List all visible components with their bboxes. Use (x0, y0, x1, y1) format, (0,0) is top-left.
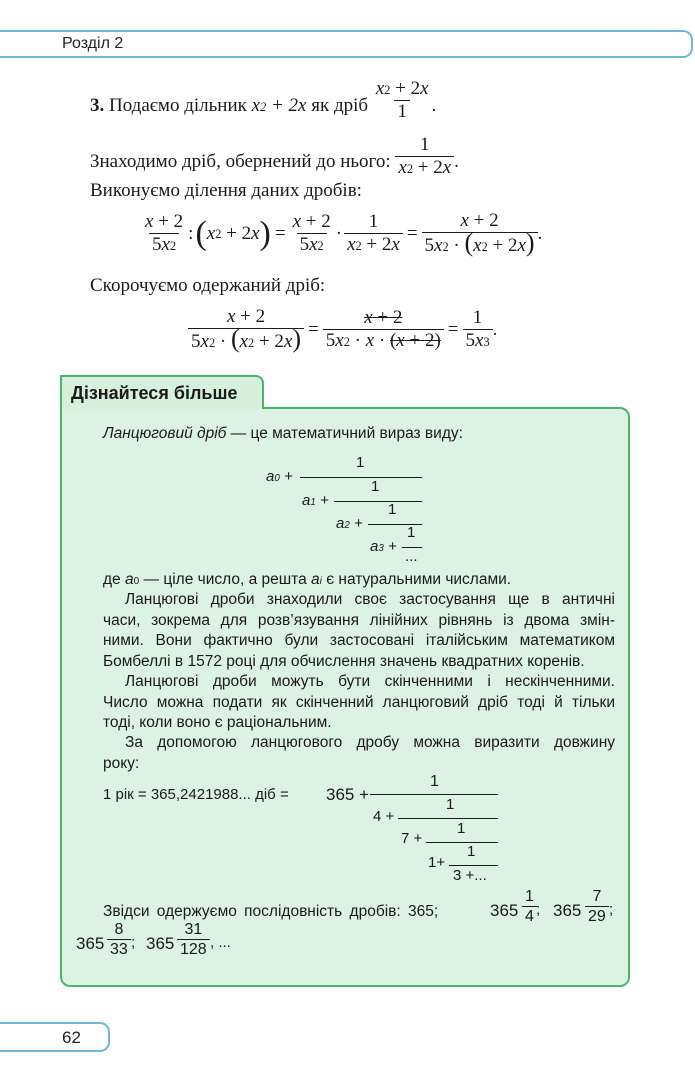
division-text: Виконуємо ділення даних дробів: (90, 180, 362, 201)
definition-explanation: де $a_0$ — ціле число, а решта $a_i$ є натуральними числами. (103, 571, 512, 588)
section-label: Розділ 2 (62, 35, 124, 52)
fraction-divisor: $\frac{x^2 + 2x}{1}$ (375, 78, 429, 122)
section-header (0, 30, 695, 60)
division-formula: $\frac{x + 2}{5x^2}$ : ( x 2 + 2 x ) = $\frac{x + 2}{5x^2}$ · $\frac{1}{x^2 + 2x}$ = $\frac{x + 2}{5x^2 \cdot (x^2 + 2x)}$ . (145, 210, 543, 257)
simplify-text: Скорочуємо одержаний дріб: (90, 275, 326, 296)
history-paragraph: Ланцюгові дроби знаходили своє застосування ще в античні часи, зокрема для розв’язування лінійних рівнянь із двома змін- ними. Вони фактично були застосовані італійським математиком Бомбеллі в 1572 році для обчислення значень квадратних коренів. (103, 591, 615, 670)
sequence-text: Звідси одержуємо послідовність дробів: 365; (103, 903, 439, 920)
page-number-tab (0, 1022, 110, 1052)
step3-as: як дріб (311, 95, 369, 117)
step3-expr: $x^2 + 2x$ (251, 95, 307, 117)
simplify-formula: $\frac{x + 2}{5x^2 \cdot (x^2 + 2x)}$ = $\frac{x + 2}{5x^2 \cdot x \cdot (x + 2)}$ = $\frac{1}{5x^3}$ . (188, 306, 497, 354)
step3-line: 3. Подаємо дільник $x^2 + 2x$ як дріб $\frac{x^2 + 2x}{1}$ . (90, 78, 437, 122)
year-text: 1 рік = 365,2421988... діб = (103, 786, 289, 803)
definition-rest: — це математичний вираз виду: (226, 425, 463, 442)
sequence-fraction-1: $\frac{1}{4}$ (522, 888, 537, 927)
definition-term: Ланцюговий дріб (103, 425, 227, 442)
page-number: 62 (62, 1028, 81, 1047)
year-length-paragraph: За допомогою ланцюгового дробу можна виразити довжину року: (103, 734, 615, 772)
definition-paragraph (103, 424, 615, 445)
step3-number: 3. (90, 95, 105, 117)
learn-more-tab (60, 375, 264, 409)
learn-more-title: Дізнайтеся більше (71, 383, 238, 403)
step3-text: Подаємо дільник (109, 95, 247, 117)
finite-infinite-paragraph: Ланцюгові дроби можуть бути скінченними і нескінченними. Число можна подати як скінченний ланцюговий дріб тоді й тільки тоді, коли воно є раціональним. (103, 673, 615, 731)
find-inverse-line: Знаходимо дріб, обернений до нього: $\frac{1}{x^2 + 2x}$ . (90, 134, 459, 178)
inverse-fraction: $\frac{1}{x^2 + 2x}$ (395, 134, 454, 180)
sequence-fraction-2: $\frac{7}{29}$ (585, 888, 609, 927)
year-365: 365 + (326, 785, 370, 804)
sequence-fraction-3: $\frac{8}{33}$ (107, 921, 131, 960)
sequence-fraction-4: $\frac{31}{128}$ (177, 921, 210, 960)
find-inverse-text: Знаходимо дріб, обернений до нього: (90, 151, 391, 173)
